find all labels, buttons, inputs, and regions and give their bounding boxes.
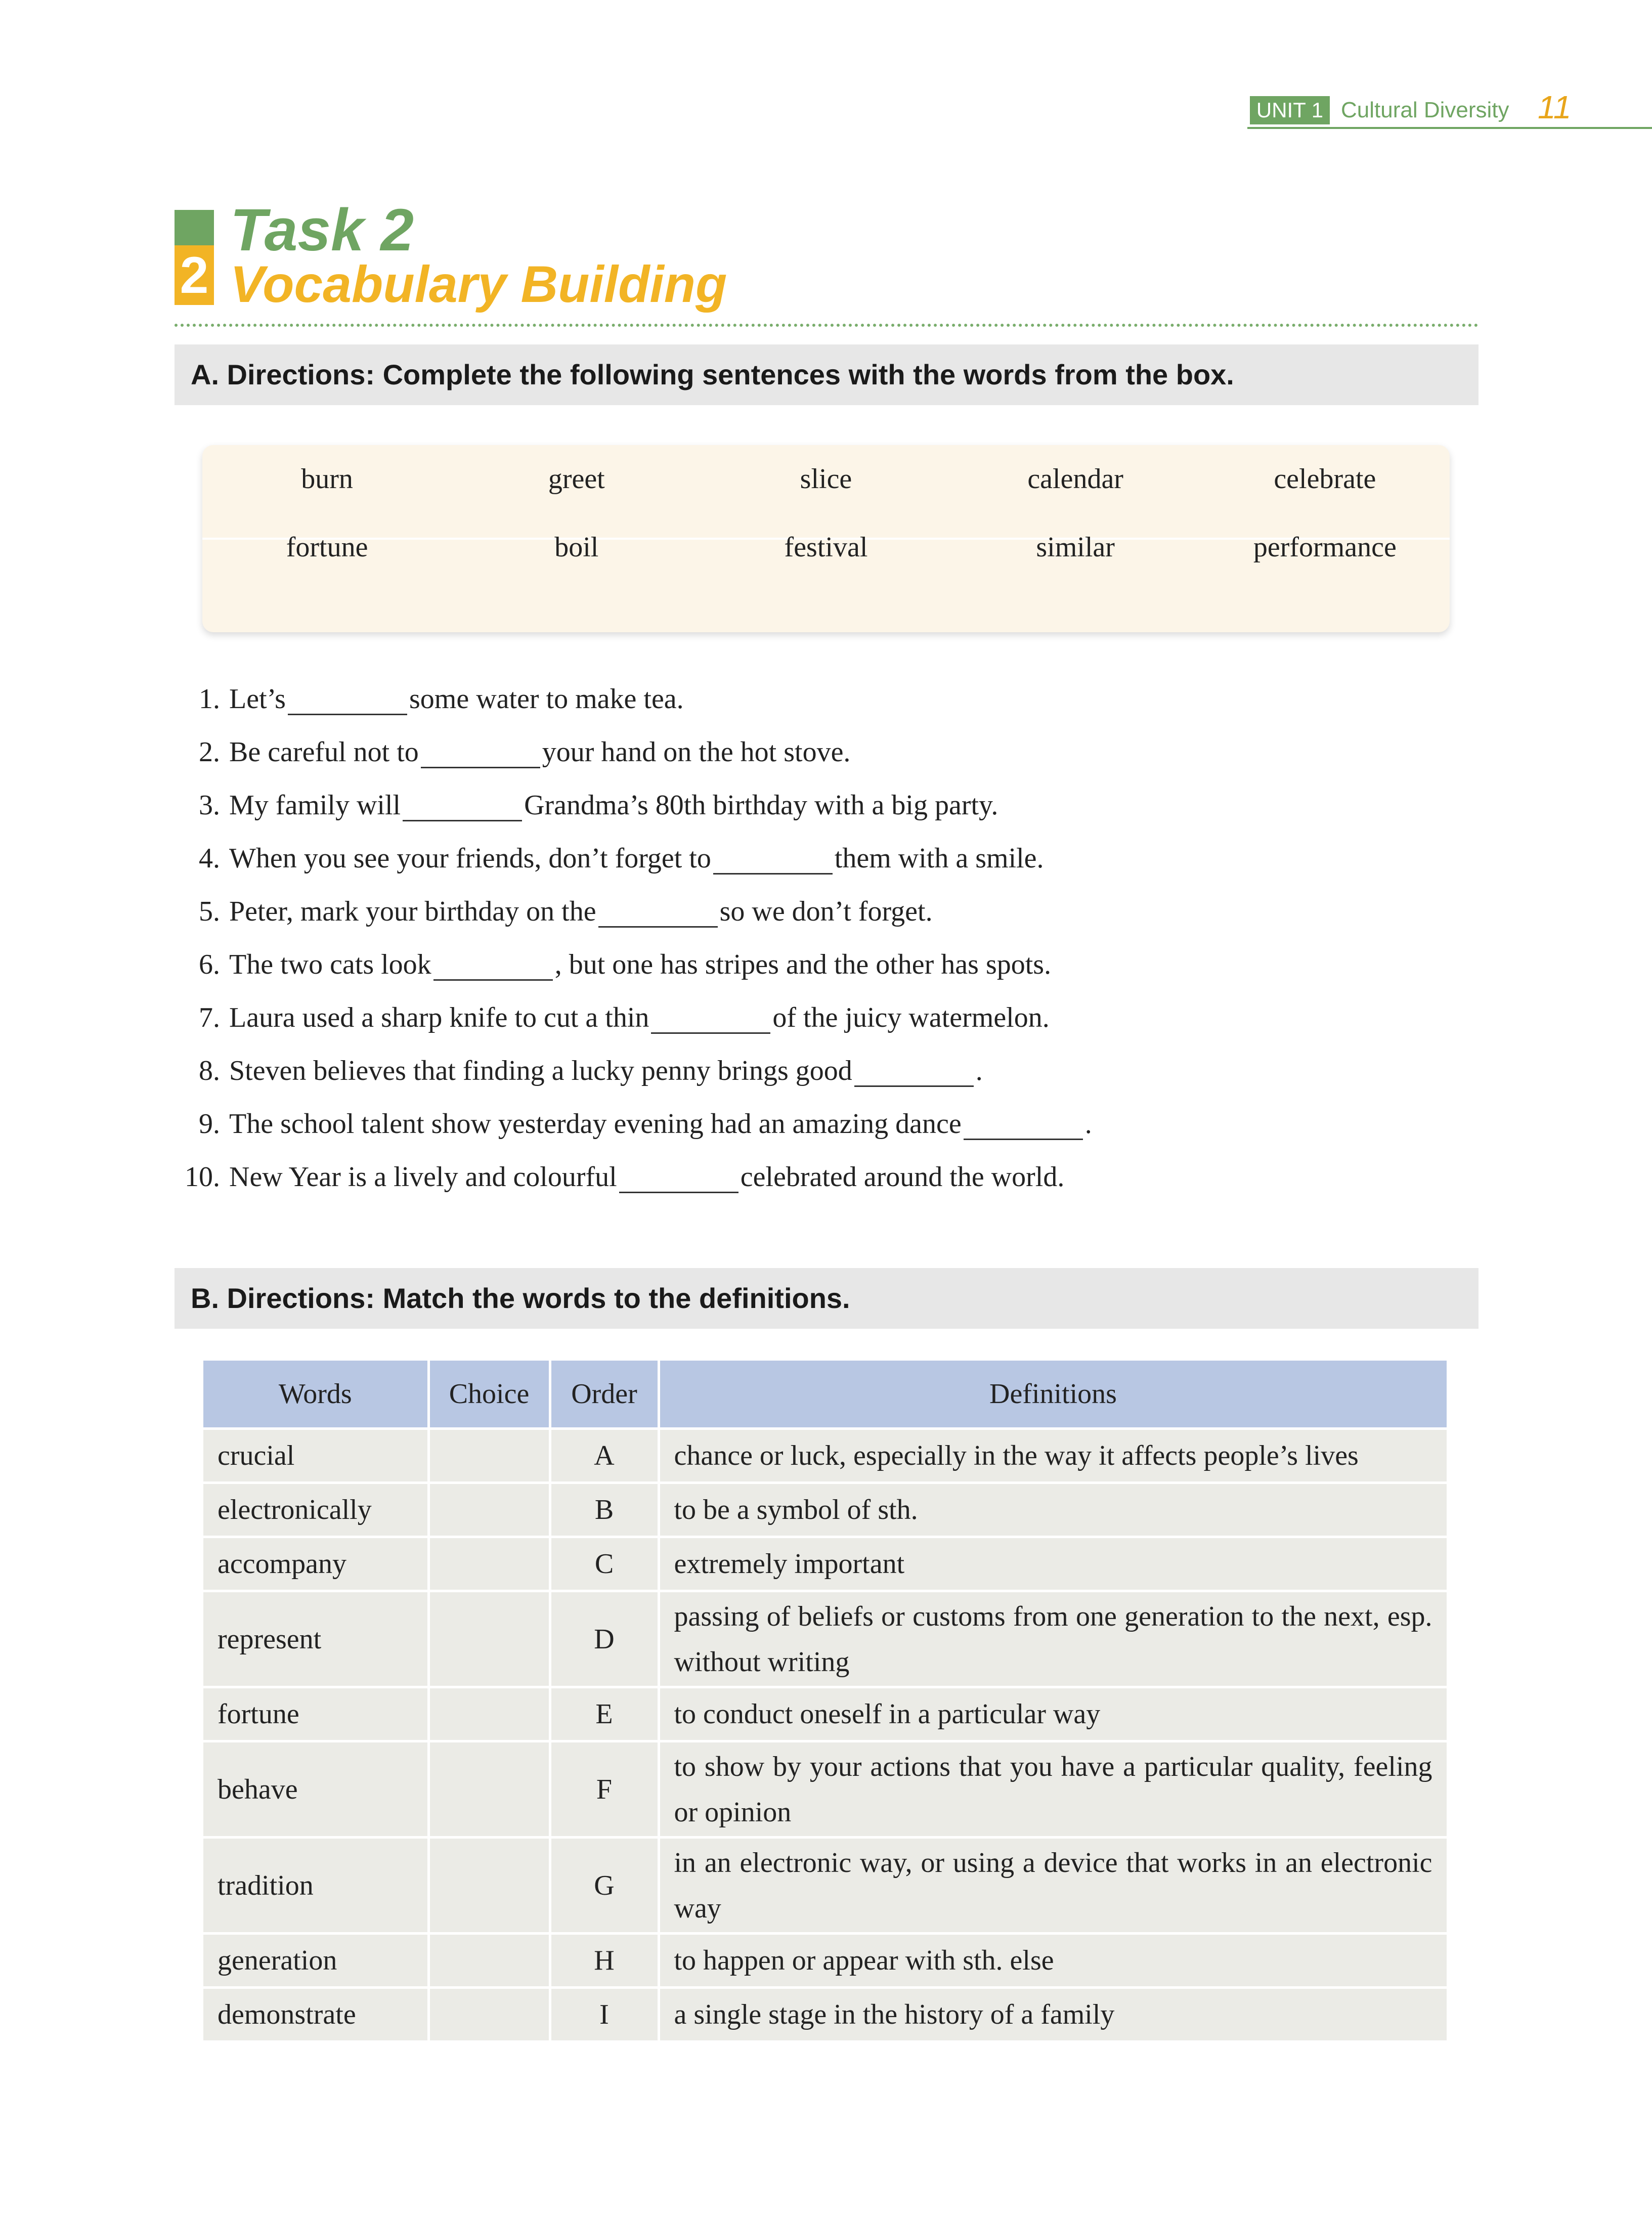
sentence-item	[175, 991, 1490, 1044]
order-cell: H	[550, 1934, 659, 1988]
word-box-row-1	[202, 445, 1450, 513]
sentence-item	[175, 1151, 1490, 1204]
sentence-text-after: , but one has stripes and the other has spots.	[554, 949, 1052, 980]
table-row	[203, 1483, 1448, 1537]
section-a-directions: A. Directions: Complete the following sentences with the words from the box.	[191, 359, 1234, 390]
sentence-number: 10.	[185, 1161, 220, 1193]
answer-blank[interactable]	[619, 1158, 738, 1193]
table-row	[203, 1591, 1448, 1687]
section-b-directions: B. Directions: Match the words to the definitions.	[191, 1282, 850, 1314]
order-cell: F	[550, 1741, 659, 1838]
answer-blank[interactable]	[854, 1052, 974, 1087]
choice-cell[interactable]	[428, 1741, 550, 1838]
sentence-text-after: some water to make tea.	[409, 683, 684, 715]
answer-blank[interactable]	[433, 946, 553, 981]
section-b-directions-bar	[175, 1268, 1479, 1329]
choice-cell[interactable]	[428, 1537, 550, 1591]
choice-cell[interactable]	[428, 1591, 550, 1687]
word-cell: demonstrate	[203, 1988, 428, 2042]
dotted-divider	[175, 324, 1479, 327]
word-box-word: slice	[800, 463, 852, 495]
sentence-item	[175, 1044, 1490, 1098]
header-rule	[1247, 127, 1652, 129]
sentence-list	[175, 673, 1490, 1204]
word-cell: tradition	[203, 1838, 428, 1934]
sentence-text-after: of the juicy watermelon.	[772, 1002, 1050, 1033]
word-box	[202, 445, 1450, 632]
table-row	[203, 1537, 1448, 1591]
sentence-number: 1.	[199, 683, 220, 715]
sentence-item	[175, 832, 1490, 885]
word-box-row-2	[202, 513, 1450, 582]
word-cell: generation	[203, 1934, 428, 1988]
sentence-text-after: Grandma’s 80th birthday with a big party.	[524, 790, 998, 821]
task-badge-square	[175, 210, 214, 245]
sentence-number: 4.	[199, 843, 220, 874]
order-cell: A	[550, 1429, 659, 1483]
unit-title: Cultural Diversity	[1341, 98, 1509, 122]
word-box-word: festival	[784, 532, 868, 563]
word-box-word: celebrate	[1274, 463, 1376, 495]
table-row	[203, 1741, 1448, 1838]
column-header-words: Words	[203, 1361, 428, 1429]
order-cell: C	[550, 1537, 659, 1591]
sentence-text-after: .	[1084, 1108, 1092, 1140]
sentence-text-after: celebrated around the world.	[740, 1161, 1065, 1193]
table-row	[203, 1429, 1448, 1483]
sentence-number: 2.	[199, 736, 220, 768]
table-row	[203, 1988, 1448, 2042]
order-cell: I	[550, 1988, 659, 2042]
unit-badge: UNIT 1	[1250, 96, 1330, 124]
sentence-item	[175, 779, 1490, 832]
sentence-text-before: New Year is a lively and colourful	[229, 1161, 617, 1193]
answer-blank[interactable]	[288, 680, 407, 715]
column-header-definitions: Definitions	[659, 1361, 1448, 1429]
word-cell: fortune	[203, 1687, 428, 1741]
table-row	[203, 1687, 1448, 1741]
sentence-text-after: .	[975, 1055, 983, 1086]
definition-cell: a single stage in the history of a family	[659, 1988, 1448, 2042]
choice-cell[interactable]	[428, 1934, 550, 1988]
sentence-text-before: Peter, mark your birthday on the	[229, 896, 596, 927]
sentence-number: 5.	[199, 896, 220, 927]
column-header-choice: Choice	[428, 1361, 550, 1429]
word-cell: crucial	[203, 1429, 428, 1483]
sentence-text-before: Let’s	[229, 683, 286, 715]
table-row	[203, 1838, 1448, 1934]
task-badge-digit: 2	[175, 245, 214, 305]
answer-blank[interactable]	[964, 1105, 1083, 1140]
word-box-word: fortune	[286, 532, 368, 563]
sentence-item	[175, 938, 1490, 991]
choice-cell[interactable]	[428, 1988, 550, 2042]
order-cell: G	[550, 1838, 659, 1934]
answer-blank[interactable]	[403, 787, 522, 821]
sentence-item	[175, 1098, 1490, 1151]
task-title: Task 2	[230, 197, 414, 264]
sentence-number: 9.	[199, 1108, 220, 1140]
sentence-text-before: Be careful not to	[229, 736, 419, 768]
order-cell: D	[550, 1591, 659, 1687]
word-box-word: calendar	[1027, 463, 1123, 495]
section-a-directions-bar	[175, 344, 1479, 405]
sentence-text-before: Laura used a sharp knife to cut a thin	[229, 1002, 649, 1033]
sentence-text-before: The two cats look	[229, 949, 431, 980]
word-box-word: performance	[1253, 532, 1397, 563]
sentence-text-before: The school talent show yesterday evening had an amazing dance	[229, 1108, 962, 1140]
word-cell: behave	[203, 1741, 428, 1838]
word-box-word: greet	[548, 463, 605, 495]
word-cell: electronically	[203, 1483, 428, 1537]
choice-cell[interactable]	[428, 1687, 550, 1741]
word-box-word: burn	[301, 463, 353, 495]
sentence-number: 7.	[199, 1002, 220, 1033]
word-box-word: boil	[554, 532, 599, 563]
matching-table	[203, 1361, 1449, 2043]
definition-cell: in an electronic way, or using a device that works in an electronic way	[659, 1838, 1448, 1934]
choice-cell[interactable]	[428, 1429, 550, 1483]
sentence-item	[175, 885, 1490, 938]
order-cell: B	[550, 1483, 659, 1537]
definition-cell: chance or luck, especially in the way it affects people’s lives	[659, 1429, 1448, 1483]
definition-cell: passing of beliefs or customs from one generation to the next, esp. without writing	[659, 1591, 1448, 1687]
table-row	[203, 1934, 1448, 1988]
definition-cell: to be a symbol of sth.	[659, 1483, 1448, 1537]
sentence-number: 3.	[199, 790, 220, 821]
definition-cell: to happen or appear with sth. else	[659, 1934, 1448, 1988]
definition-cell: to show by your actions that you have a particular quality, feeling or opinion	[659, 1741, 1448, 1838]
word-cell: represent	[203, 1591, 428, 1687]
task-subtitle: Vocabulary Building	[230, 255, 727, 313]
sentence-number: 8.	[199, 1055, 220, 1086]
order-cell: E	[550, 1687, 659, 1741]
answer-blank[interactable]	[713, 840, 833, 875]
sentence-text-after: your hand on the hot stove.	[542, 736, 851, 768]
answer-blank[interactable]	[421, 733, 540, 768]
answer-blank[interactable]	[651, 999, 770, 1034]
table-header-row	[203, 1361, 1448, 1429]
word-box-word: similar	[1036, 532, 1115, 563]
sentence-text-before: When you see your friends, don’t forget to	[229, 843, 711, 874]
sentence-text-before: My family will	[229, 790, 401, 821]
sentence-text-after: so we don’t forget.	[719, 896, 933, 927]
definition-cell: to conduct oneself in a particular way	[659, 1687, 1448, 1741]
word-cell: accompany	[203, 1537, 428, 1591]
sentence-item	[175, 726, 1490, 779]
sentence-text-after: them with a smile.	[834, 843, 1044, 874]
choice-cell[interactable]	[428, 1838, 550, 1934]
page-number: 11	[1538, 89, 1572, 125]
answer-blank[interactable]	[598, 893, 718, 928]
sentence-number: 6.	[199, 949, 220, 980]
sentence-text-before: Steven believes that finding a lucky penny brings good	[229, 1055, 852, 1086]
sentence-item	[175, 673, 1490, 726]
definition-cell: extremely important	[659, 1537, 1448, 1591]
column-header-order: Order	[550, 1361, 659, 1429]
choice-cell[interactable]	[428, 1483, 550, 1537]
